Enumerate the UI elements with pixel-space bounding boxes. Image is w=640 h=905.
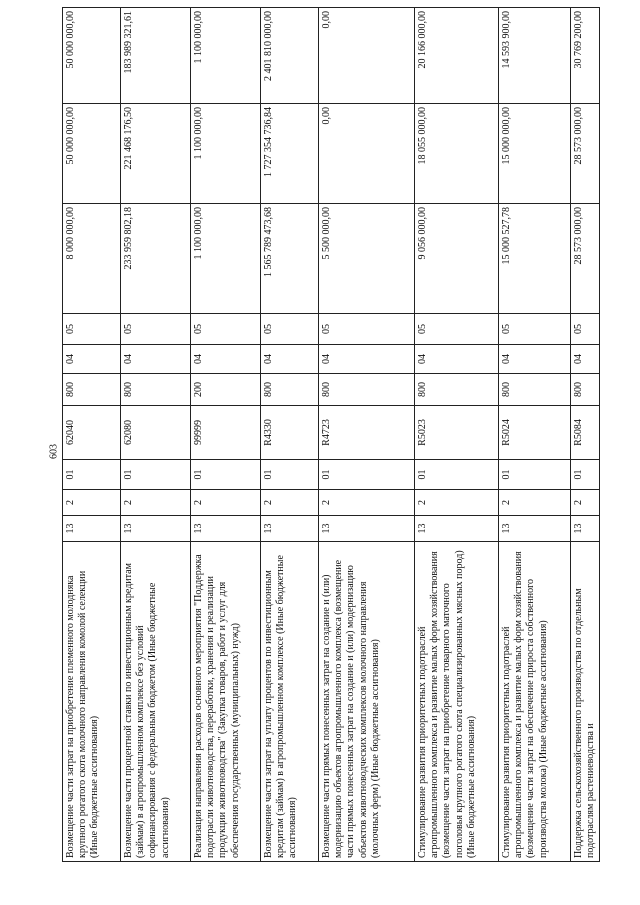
program-code-cell: 13 [319,516,415,542]
direction-code-cell: R5084 [571,406,600,460]
direction-code-cell: R5023 [415,406,499,460]
subsection-cell: 05 [571,314,600,345]
subprogram-code-cell: 2 [499,490,571,516]
direction-code-cell: 99999 [191,406,261,460]
rotated-table-wrapper [62,11,597,862]
amount-year3-cell: 30 769 200,00 [571,8,600,104]
expense-type-cell: 800 [415,374,499,406]
expense-type-cell: 200 [191,374,261,406]
amount-year2-cell: 28 573 000,00 [571,104,600,204]
event-code-cell: 01 [63,460,121,490]
row-name-cell: Поддержка сельскохозяйственного производства по отдельным подотраслям растениеводства и [571,542,600,862]
subprogram-code-cell: 2 [571,490,600,516]
section-cell: 04 [319,345,415,374]
amount-year1-cell: 28 573 000,00 [571,204,600,314]
table-row [191,8,261,862]
amount-year3-cell: 1 100 000,00 [191,8,261,104]
row-name-cell: Реализация направления расходов основного мероприятия "Поддержка подотрасли животноводства, переработки, хранения и реализации продукции животноводства" (Закупка товаров, работ и услуг для обеспечения государственных (муниципальных) нужд) [191,542,261,862]
section-cell: 04 [571,345,600,374]
table-row [499,8,571,862]
amount-year2-cell: 1 727 354 736,84 [261,104,319,204]
direction-code-cell: R4723 [319,406,415,460]
expense-type-cell: 800 [261,374,319,406]
subprogram-code-cell: 2 [121,490,191,516]
amount-year3-cell: 0,00 [319,8,415,104]
event-code-cell: 01 [319,460,415,490]
section-cell: 04 [191,345,261,374]
amount-year3-cell: 2 401 810 000,00 [261,8,319,104]
subsection-cell: 05 [191,314,261,345]
amount-year1-cell: 1 565 789 473,68 [261,204,319,314]
amount-year1-cell: 5 500 000,00 [319,204,415,314]
direction-code-cell: 62080 [121,406,191,460]
amount-year1-cell: 1 100 000,00 [191,204,261,314]
expense-type-cell: 800 [121,374,191,406]
amount-year3-cell: 50 000 000,00 [63,8,121,104]
table-row [121,8,191,862]
table-row [415,8,499,862]
budget-table [62,7,600,862]
program-code-cell: 13 [499,516,571,542]
amount-year2-cell: 15 000 000,00 [499,104,571,204]
expense-type-cell: 800 [63,374,121,406]
program-code-cell: 13 [415,516,499,542]
section-cell: 04 [63,345,121,374]
event-code-cell: 01 [191,460,261,490]
budget-table-frame [62,11,597,862]
direction-code-cell: 62040 [63,406,121,460]
section-cell: 04 [261,345,319,374]
row-name-cell: Возмещение части затрат на уплату процентов по инвестиционным кредитам (займам) в агропромышленном комплексе (Иные бюджетные ассигнования) [261,542,319,862]
subprogram-code-cell: 2 [415,490,499,516]
row-name-cell: Возмещение части затрат на приобретение племенного молодняка крупного рогатого скота молочного направления комолой селекции (Иные бюджетные ассигнования) [63,542,121,862]
subsection-cell: 05 [121,314,191,345]
event-code-cell: 01 [415,460,499,490]
subprogram-code-cell: 2 [261,490,319,516]
subsection-cell: 05 [63,314,121,345]
subprogram-code-cell: 2 [63,490,121,516]
amount-year2-cell: 1 100 000,00 [191,104,261,204]
subprogram-code-cell: 2 [191,490,261,516]
subprogram-code-cell: 2 [319,490,415,516]
subsection-cell: 05 [261,314,319,345]
event-code-cell: 01 [261,460,319,490]
amount-year1-cell: 233 959 802,18 [121,204,191,314]
subsection-cell: 05 [499,314,571,345]
expense-type-cell: 800 [571,374,600,406]
amount-year3-cell: 20 166 000,00 [415,8,499,104]
subsection-cell: 05 [319,314,415,345]
row-name-cell: Возмещение части прямых понесенных затрат на создание и (или) модернизацию объектов агропромышленного комплекса (возмещение части прямых понесенных затрат на создание и (или) модернизацию объектов животноводческих комплексов молочного направления (молочных ферм) (Иные бюджетные ассигнования) [319,542,415,862]
row-name-cell: Стимулирование развития приоритетных подотраслей агропромышленного комплекса и развитие малых форм хозяйствования (возмещение части затрат на обеспечение прироста собственного производства молока) (Иные бюджетные ассигнования) [499,542,571,862]
event-code-cell: 01 [571,460,600,490]
expense-type-cell: 800 [499,374,571,406]
program-code-cell: 13 [121,516,191,542]
event-code-cell: 01 [121,460,191,490]
table-row [319,8,415,862]
section-cell: 04 [415,345,499,374]
table-row [571,8,600,862]
amount-year2-cell: 221 468 176,50 [121,104,191,204]
amount-year1-cell: 9 056 000,00 [415,204,499,314]
amount-year2-cell: 0,00 [319,104,415,204]
page-number: 603 [48,444,60,459]
program-code-cell: 13 [261,516,319,542]
table-row [63,8,121,862]
amount-year3-cell: 183 989 321,61 [121,8,191,104]
section-cell: 04 [499,345,571,374]
row-name-cell: Стимулирование развития приоритетных подотраслей агропромышленного комплекса и развитие малых форм хозяйствования (возмещение части затрат на приобретение товарного маточного поголовья крупного рогатого скота специализированных мясных пород) (Иные бюджетные ассигнования) [415,542,499,862]
amount-year1-cell: 8 000 000,00 [63,204,121,314]
direction-code-cell: R5024 [499,406,571,460]
program-code-cell: 13 [571,516,600,542]
program-code-cell: 13 [63,516,121,542]
section-cell: 04 [121,345,191,374]
amount-year2-cell: 50 000 000,00 [63,104,121,204]
program-code-cell: 13 [191,516,261,542]
table-row [261,8,319,862]
expense-type-cell: 800 [319,374,415,406]
subsection-cell: 05 [415,314,499,345]
amount-year3-cell: 14 593 900,00 [499,8,571,104]
amount-year2-cell: 18 055 000,00 [415,104,499,204]
event-code-cell: 01 [499,460,571,490]
row-name-cell: Возмещение части процентной ставки по инвестиционным кредитам (займам) в агропромышленном комплексе без условий софинансирования с федеральным бюджетом (Иные бюджетные ассигнования) [121,542,191,862]
amount-year1-cell: 15 000 527,78 [499,204,571,314]
direction-code-cell: R4330 [261,406,319,460]
